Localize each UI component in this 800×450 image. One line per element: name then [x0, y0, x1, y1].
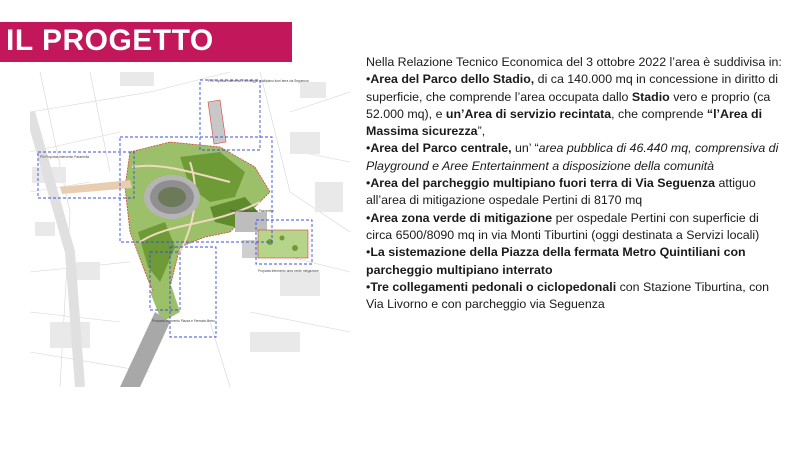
bullet-marker: • — [366, 72, 371, 87]
item-text: con Stazione Tiburtina, con Via Livorno e con parcheggio via Seguenza — [366, 279, 770, 312]
map-label-piazza: Proposta Intervento Piazza e Fermata Metro — [152, 319, 215, 323]
title-banner — [0, 22, 292, 62]
site-plan-drawing — [30, 72, 350, 387]
item-text: un’ “ — [511, 141, 539, 156]
item-heading: Area del parcheggio multipiano fuori terra di Via Seguenza — [370, 176, 716, 191]
item-text: , che comprende — [611, 106, 707, 121]
item-text: vero e proprio (ca 52.000 mq), e — [366, 89, 771, 121]
list-item — [366, 210, 786, 245]
map-label-parking: P0i Proposta Intervento Parcheggio multipiano fuori terra via Seguenza — [208, 79, 309, 83]
map-label-bridge-east: Proposta Intervento Passerella — [230, 209, 274, 213]
list-item — [366, 71, 786, 140]
map-label-bridge-west: P0i Proposta Intervento Passerella — [40, 155, 90, 159]
item-heading: La sistemazione della Piazza della fermata Metro Quintiliani con parcheggio multipiano interrato — [366, 245, 746, 277]
site-plan-map — [30, 72, 350, 387]
item-text: attiguo all’area di mitigazione ospedale Pertini di 8170 mq — [366, 176, 756, 208]
item-heading: Area del Parco centrale, — [370, 141, 512, 156]
item-italic-text: area pubblica di 46.440 mq, comprensiva di Playground e Aree Entertainment a disposizione della comunità — [366, 141, 779, 173]
page-title: IL PROGETTO — [6, 24, 214, 57]
list-item — [366, 279, 786, 314]
list-item — [366, 175, 786, 210]
bullet-marker: • — [366, 245, 371, 260]
bullet-marker: • — [366, 279, 371, 294]
item-emphasis: “l’Area di Massima sicurezza — [366, 106, 763, 139]
item-emphasis: Stadio — [631, 89, 670, 104]
item-text: ”, — [477, 124, 486, 139]
item-text: di ca 140.000 mq in concessione in diritto di superficie, che comprende l’area occupata dallo — [366, 72, 779, 104]
bullet-marker: • — [366, 141, 371, 156]
map-label-mitigation: Proposta Intervento area verde mitigazione — [258, 269, 319, 273]
item-heading: Tre collegamenti pedonali o ciclopedonali — [370, 279, 617, 294]
bullet-marker: • — [366, 176, 371, 191]
item-emphasis: un’Area di servizio recintata — [445, 106, 612, 121]
stadium-shape — [144, 175, 200, 219]
item-heading: Area zona verde di mitigazione — [370, 210, 553, 225]
intro-paragraph: Nella Relazione Tecnico Economica del 3 ottobre 2022 l’area è suddivisa in: — [366, 55, 782, 69]
item-heading: Area del Parco dello Stadio, — [370, 72, 535, 87]
list-item — [366, 244, 786, 279]
list-item — [366, 140, 786, 175]
item-text: per ospedale Pertini con superficie di circa 6500/8090 mq in via Monti Tiburtini (oggi destinata a Servizi locali) — [366, 210, 760, 242]
bullet-marker: • — [366, 210, 371, 225]
description-text — [366, 54, 786, 313]
